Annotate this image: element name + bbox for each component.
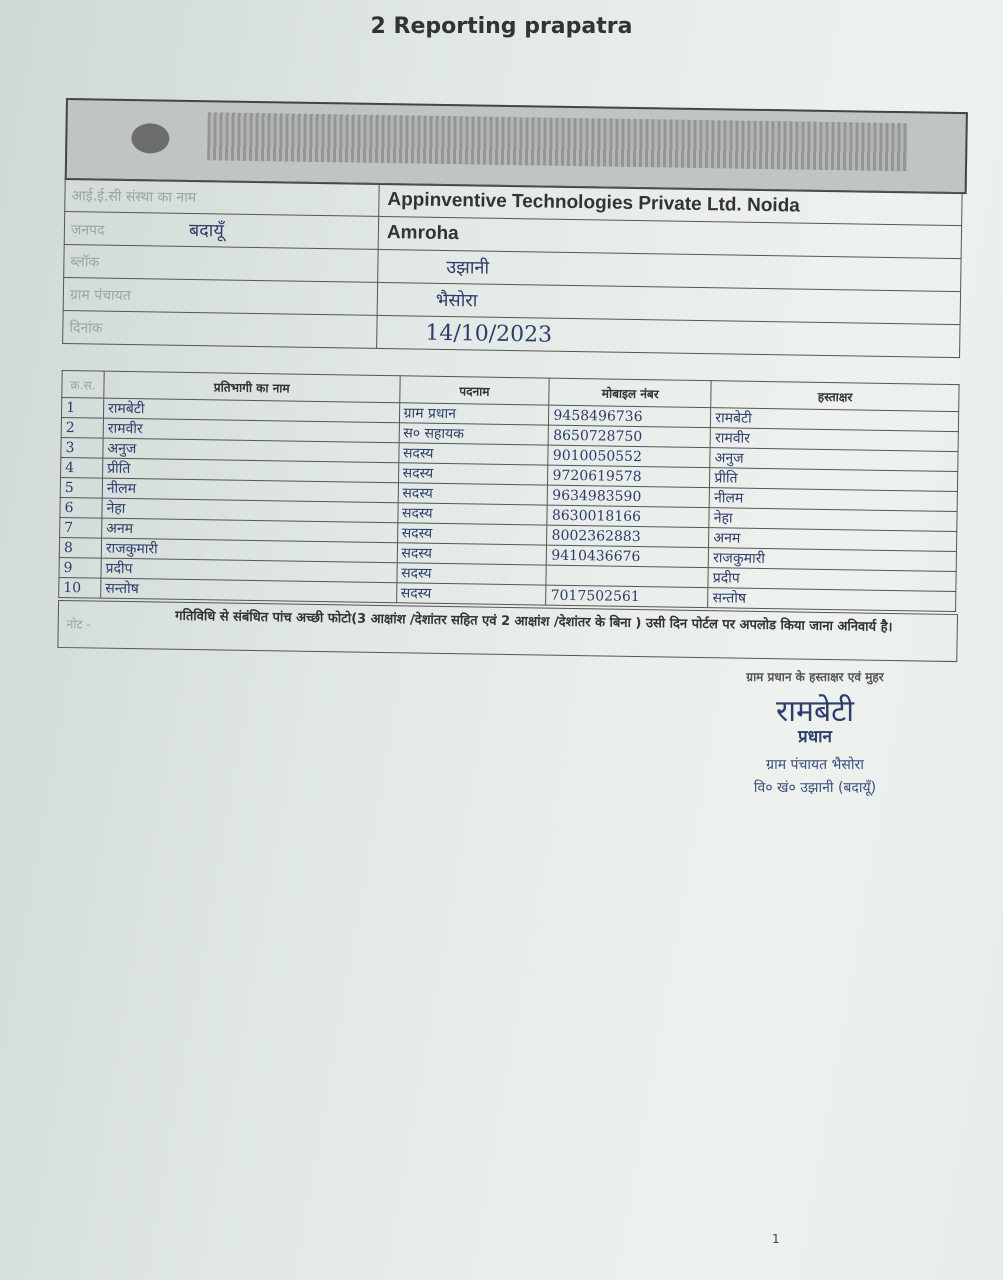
info-label: ग्राम पंचायत (63, 277, 377, 315)
institution-name: Appinventive Technologies Private Ltd. Noida (387, 189, 800, 217)
col-header-name: प्रतिभागी का नाम (104, 371, 400, 403)
signature-cell: सन्तोष (708, 588, 956, 612)
name-cell: अनुज (103, 438, 399, 463)
mobile-cell: 9010050552 (548, 445, 710, 468)
page-mark: 1 (772, 1232, 780, 1246)
signature-cell: नेहा (709, 508, 957, 532)
form-header-heading (207, 112, 908, 171)
seal-logo-icon (131, 123, 169, 154)
sr-cell: 2 (61, 417, 103, 438)
designation-cell: सदस्य (398, 463, 548, 485)
mobile-cell (546, 565, 708, 588)
col-header-signature: हस्ताक्षर (711, 381, 959, 412)
mobile-cell: 9720619578 (548, 465, 710, 488)
info-label: दिनांक (63, 310, 377, 348)
mobile-cell: 8630018166 (547, 505, 709, 528)
sr-cell: 6 (60, 497, 102, 518)
signature-cell: अनम (709, 528, 957, 552)
info-label: आई.ई.सी संस्था का नाम (65, 178, 379, 216)
info-label: जनपद (70, 222, 105, 239)
signature-cell: अनुज (710, 448, 958, 472)
reporting-form (57, 98, 964, 672)
designation-cell: सदस्य (397, 503, 547, 525)
signature-cell: प्रदीप (708, 568, 956, 592)
page-title: 2 Reporting prapatra (370, 14, 633, 39)
mobile-cell: 9410436676 (547, 545, 709, 568)
sr-cell: 3 (61, 437, 103, 458)
sr-cell: 7 (60, 517, 102, 538)
block-value: उझानी (446, 256, 490, 279)
info-table (62, 178, 962, 358)
designation-cell: सदस्य (396, 583, 546, 605)
name-cell: राजकुमारी (101, 538, 397, 563)
signature-cell: राजकुमारी (708, 548, 956, 572)
name-cell: अनम (102, 518, 398, 543)
signature-cell: नीलम (709, 488, 957, 512)
sr-cell: 8 (59, 537, 101, 558)
designation-cell: ग्राम प्रधान (399, 403, 549, 425)
name-cell: नेहा (102, 498, 398, 523)
sr-cell: 9 (59, 557, 101, 578)
designation-cell: सदस्य (397, 543, 547, 565)
notes-text: गतिविधि से संबंधित पांच अच्छी फोटो(3 आक्षांश /देशांतर सहित एवं 2 आक्षांश /देशांतर के बिना ) उसी दिन पोर्टल पर अपलोड किया जाना अनिवार्य है। (175, 608, 893, 636)
name-cell: रामवीर (103, 418, 399, 443)
designation-cell: सदस्य (396, 563, 546, 585)
designation-cell: सदस्य (397, 523, 547, 545)
mobile-cell: 7017502561 (546, 585, 708, 608)
info-label: ब्लॉक (64, 244, 378, 282)
gram-panchayat-value: भैसोरा (435, 289, 478, 312)
signature-cell: रामवीर (710, 428, 958, 452)
pradhan-stamp (700, 668, 930, 797)
stamp-panchayat: ग्राम पंचायत भैसोरा (766, 757, 864, 773)
signature-cell: रामबेटी (711, 408, 959, 432)
notes-label: नोट - (66, 617, 91, 632)
participants-table (58, 370, 959, 612)
designation-cell: सदस्य (398, 443, 548, 465)
col-header-sr: क्र.स. (62, 370, 104, 398)
mobile-cell: 8650728750 (549, 425, 711, 448)
stamp-role: प्रधान (798, 727, 832, 747)
district-value: Amroha (386, 222, 459, 245)
sr-cell: 4 (61, 457, 103, 478)
district-handwritten: बदायूँ (188, 219, 225, 242)
name-cell: रामबेटी (103, 398, 399, 423)
name-cell: सन्तोष (101, 578, 397, 603)
mobile-cell: 9458496736 (549, 405, 711, 428)
designation-cell: सदस्य (398, 483, 548, 505)
designation-cell: स० सहायक (399, 423, 549, 445)
sr-cell: 10 (59, 577, 101, 598)
signature-cell: प्रीति (710, 468, 958, 492)
name-cell: नीलम (102, 478, 398, 503)
stamp-block: वि० खं० उझानी (बदायूँ) (753, 780, 877, 796)
date-value: 14/10/2023 (425, 320, 553, 348)
mobile-cell: 8002362883 (547, 525, 709, 548)
col-header-mobile: मोबाइल नंबर (549, 378, 711, 408)
sr-cell: 1 (61, 397, 103, 418)
name-cell: प्रीति (103, 458, 399, 483)
stamp-heading: ग्राम प्रधान के हस्ताक्षर एवं मुहर (746, 670, 884, 684)
name-cell: प्रदीप (101, 558, 397, 583)
col-header-designation: पदनाम (399, 376, 549, 405)
pradhan-signature: रामबेटी (776, 694, 854, 729)
mobile-cell: 9634983590 (548, 485, 710, 508)
sr-cell: 5 (60, 477, 102, 498)
